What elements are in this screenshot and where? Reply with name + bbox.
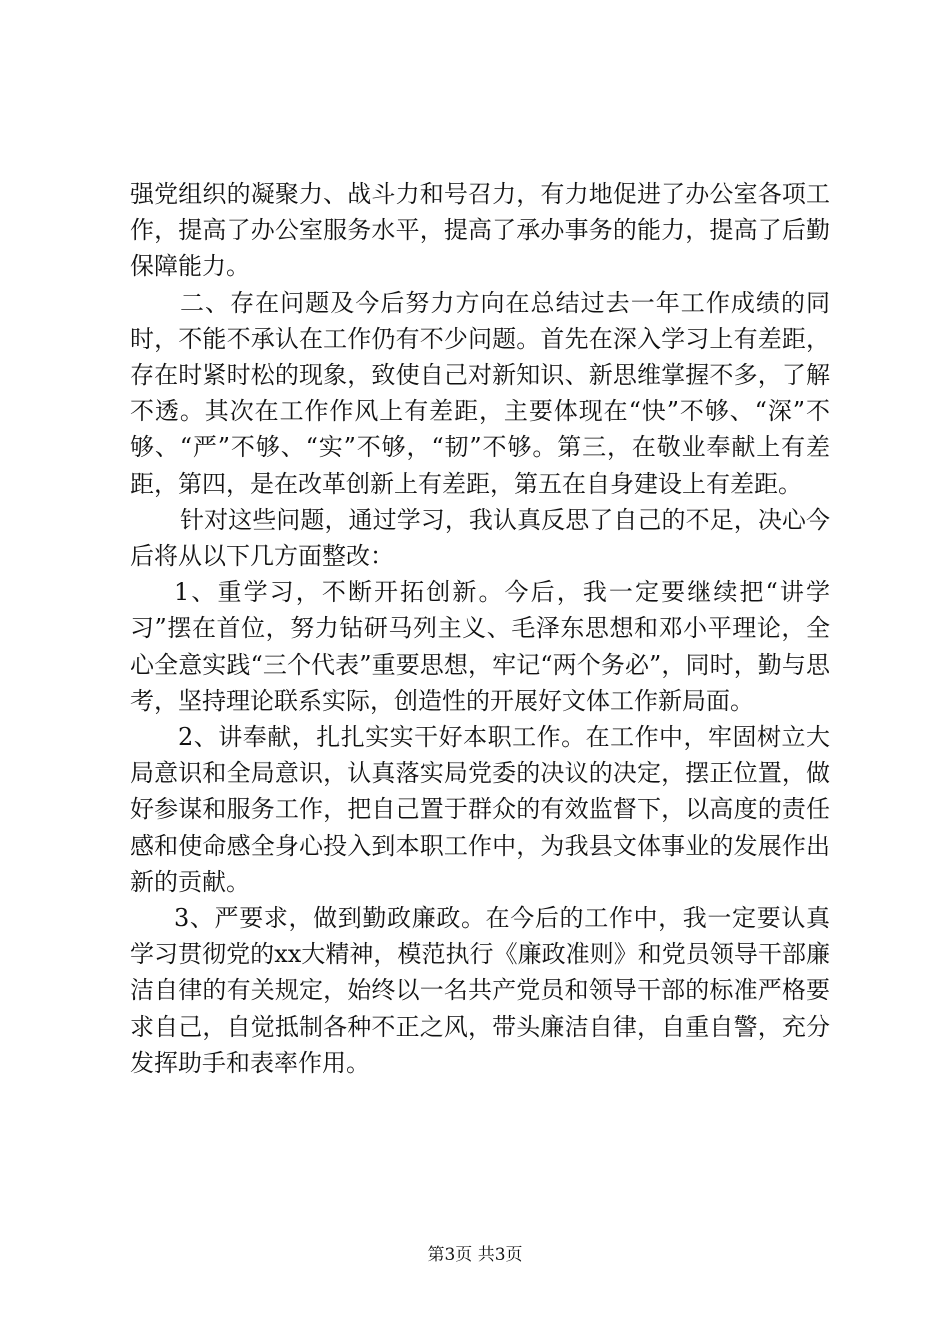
page-footer: 第3页 共3页 <box>427 1245 523 1265</box>
document-body <box>130 176 830 1081</box>
paragraph-item-2: 2、讲奉献，扎扎实实干好本职工作。在工作中，牢固树立大局意识和全局意识，认真落实局党委的决议的决定，摆正位置，做好参谋和服务工作，把自己置于群众的有效监督下，以高度的责任感和使命感全身心投入到本职工作中，为我县文体事业的发展作出新的贡献。 <box>130 723 830 896</box>
paragraph-rectification-intro: 针对这些问题，通过学习，我认真反思了自己的不足，决心今后将从以下几方面整改： <box>130 505 830 571</box>
paragraph-item-1: 1、重学习，不断开拓创新。今后，我一定要继续把“讲学习”摆在首位，努力钻研马列主义、毛泽东思想和邓小平理论，全心全意实践“三个代表”重要思想，牢记“两个务必”，同时，勤与思考，坚持理论联系实际，创造性的开展好文体工作新局面。 <box>130 578 830 715</box>
paragraph-problems: 二、存在问题及今后努力方向在总结过去一年工作成绩的同时，不能不承认在工作仍有不少问题。首先在深入学习上有差距，存在时紧时松的现象，致使自己对新知识、新思维掌握不多，了解不透。其次在工作作风上有差距，主要体现在“快”不够、“深”不够、“严”不够、“实”不够，“韧”不够。第三，在敬业奉献上有差距，第四，是在改革创新上有差距，第五在自身建设上有差距。 <box>130 288 830 498</box>
paragraph-continuation: 强党组织的凝聚力、战斗力和号召力，有力地促进了办公室各项工作，提高了办公室服务水平，提高了承办事务的能力，提高了后勤保障能力。 <box>130 180 830 281</box>
paragraph-item-3: 3、严要求，做到勤政廉政。在今后的工作中，我一定要认真学习贯彻党的xx大精神，模范执行《廉政准则》和党员领导干部廉洁自律的有关规定，始终以一名共产党员和领导干部的标准严格要求自己，自觉抵制各种不正之风，带头廉洁自律，自重自警，充分发挥助手和表率作用。 <box>130 904 830 1077</box>
